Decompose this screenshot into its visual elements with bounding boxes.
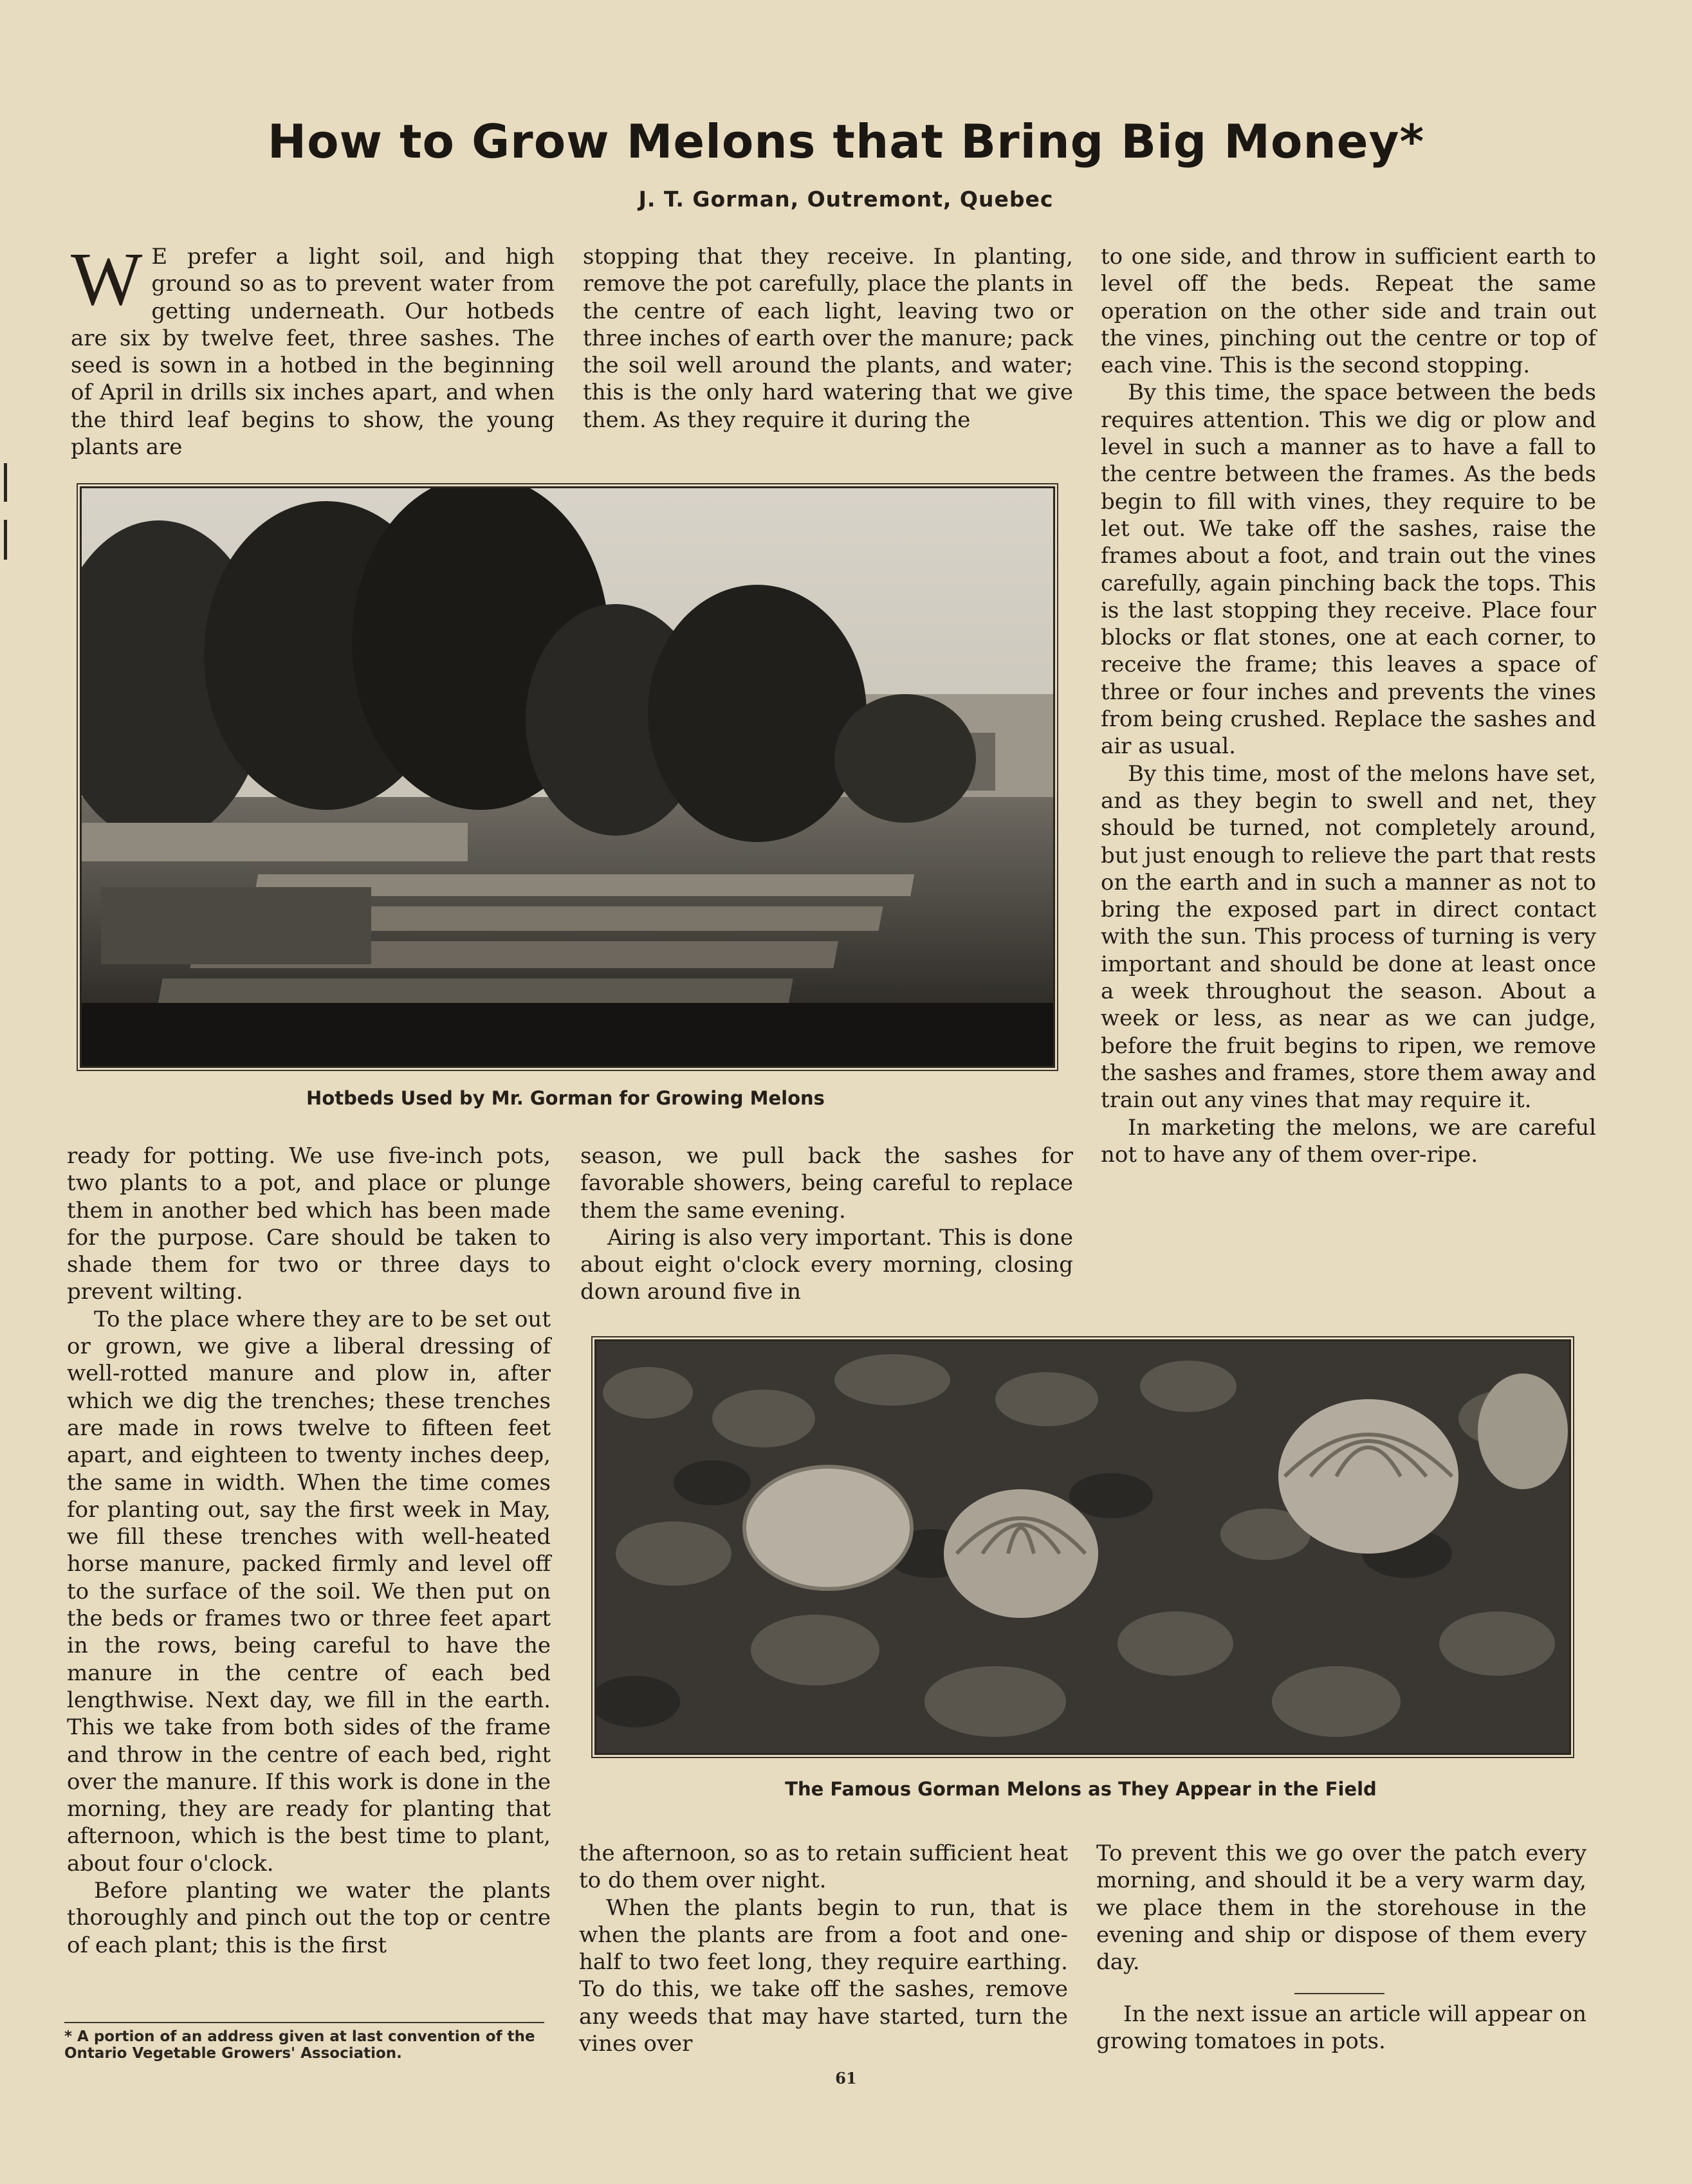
column-1-bottom bbox=[67, 1142, 551, 1959]
hotbeds-illustration bbox=[82, 488, 1053, 1066]
paragraph: When the plants begin to run, that is when the plants are from a foot and one-half to two feet long, they require earthing. To do this, we take off the sashes, remove any weeds that may have started, turn the vines over bbox=[579, 1895, 1068, 2057]
paragraph: the afternoon, so as to retain sufficient heat to do them over night. bbox=[579, 1840, 1068, 1894]
paragraph: ready for potting. We use five-inch pots, two plants to a pot, and place or plunge them in another bed which has been made for the purpose. Care should be taken to shade them for two or three days to prevent wilting. bbox=[67, 1143, 551, 1305]
paragraph: stopping that they receive. In planting, remove the pot carefully, place the plants in the centre of each light, leaving two or three inches of earth over the manure; pack the soil well around the plants, and water; this is the only hard watering that we give them. As they require it during the bbox=[583, 244, 1073, 433]
drop-cap: W bbox=[71, 237, 143, 321]
paragraph: In marketing the melons, we are careful not to have any of them over-ripe. bbox=[1101, 1114, 1596, 1168]
paragraph: By this time, the space between the beds requires attention. This we dig or plow and level in such a manner as to have a fall to the centre between the frames. As the beds begin to fill with vines, they require to be let out. We take off the sashes, raise the frames about a foot, and train out the vines carefully, again pinching back the tops. This is the last stopping they receive. Place four blocks or flat stones, one at each corner, to receive the frame; this leaves a space of three or four inches and prevents the vines from being crushed. Replace the sashes and air as usual. bbox=[1101, 380, 1596, 760]
photo-caption: Hotbeds Used by Mr. Gorman for Growing Melons bbox=[306, 1087, 825, 1109]
paragraph: season, we pull back the sashes for favorable showers, being careful to replace them the same evening. bbox=[580, 1143, 1073, 1224]
paragraph: to one side, and throw in sufficient earth to level off the beds. Repeat the same operation on the other side and train out the vines, pinching out the centre or top of each vine. This is the second stopping. bbox=[1101, 244, 1596, 379]
paragraph: In the next issue an article will appear on growing tomatoes in pots. bbox=[1096, 2001, 1586, 2055]
footnote: * A portion of an address given at last convention of the Ontario Vegetable Growers' Association. bbox=[64, 2028, 535, 2062]
paragraph: Airing is also very important. This is done about eight o'clock every morning, closing down around five in bbox=[580, 1224, 1073, 1305]
hotbeds-photo bbox=[80, 486, 1055, 1068]
paragraph: Before planting we water the plants thoroughly and pinch out the top or centre of each plant; this is the first bbox=[67, 1878, 551, 1958]
divider bbox=[1294, 1993, 1384, 1994]
footnote-divider bbox=[64, 2022, 544, 2023]
paragraph: To the place where they are to be set out or grown, we give a liberal dressing of well-rotted manure and plow in, after which we dig the trenches; these trenches are made in rows twelve to fifteen feet apart, and eighteen to twenty inches deep, the same in width. When the time comes for planting out, say the first week in May, we fill these trenches with well-heated horse manure, packed firmly and level off to the surface of the soil. We then put on the beds or frames two or three feet apart in the rows, being careful to have the manure in the centre of each bed lengthwise. Next day, we fill in the earth. This we take from both sides of the frame and throw in the centre of each bed, right over the manure. If this work is done in the morning, they are ready for planting that afternoon, which is the best time to plant, about four o'clock. bbox=[67, 1306, 551, 1877]
article-byline: J. T. Gorman, Outremont, Quebec bbox=[638, 187, 1054, 212]
paragraph: To prevent this we go over the patch every morning, and should it be a very warm day, we place them in the storehouse in the evening and ship or dispose of them every day. bbox=[1096, 1840, 1586, 1976]
melons-photo bbox=[594, 1339, 1571, 1755]
column-2-bottom bbox=[579, 1840, 1068, 2057]
column-3-top bbox=[1101, 243, 1596, 1168]
page-edge-mark bbox=[4, 520, 7, 560]
page-number: 61 bbox=[835, 2069, 857, 2088]
page-edge-mark bbox=[4, 463, 7, 502]
photo-caption: The Famous Gorman Melons as They Appear in the Field bbox=[785, 1778, 1377, 1800]
column-1-top bbox=[71, 237, 555, 461]
next-issue-note bbox=[1096, 2001, 1586, 2055]
column-3-bottom bbox=[1096, 1840, 1586, 1976]
article-title: How to Grow Melons that Bring Big Money* bbox=[267, 115, 1425, 169]
paragraph: E prefer a light soil, and high ground so as to prevent water from getting underneath. Our hotbeds are six by twelve feet, three sashes. The seed is sown in a hotbed in the beginning of April in drills six inches apart, and when the third leaf begins to show, the young plants are bbox=[71, 244, 555, 461]
melons-illustration bbox=[596, 1341, 1569, 1753]
column-2-top bbox=[583, 243, 1073, 434]
paragraph: By this time, most of the melons have set, and as they begin to swell and net, they should be turned, not completely around, but just enough to relieve the part that rests on the earth and in such a manner as not to bring the exposed part in direct contact with the sun. This process of turning is very important and should be done at least once a week throughout the season. About a week or less, as near as we can judge, before the fruit begins to ripen, we remove the sashes and frames, store them away and train out any vines that may require it. bbox=[1101, 760, 1596, 1114]
column-2-middle bbox=[580, 1142, 1073, 1306]
